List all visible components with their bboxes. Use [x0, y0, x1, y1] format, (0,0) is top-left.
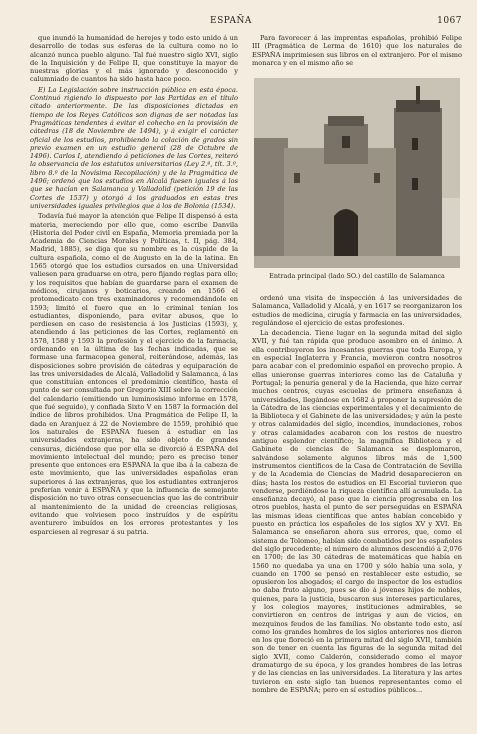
- document-page: [30, 14, 462, 720]
- castle-illustration: [254, 78, 460, 268]
- right-column: [252, 294, 462, 696]
- paragraph: E) La Legislación sobre instrucción pública en esta época. Continuó rigiendo lo dispuesto por las Partidas en el título citado anteriormente. De las disposiciones dictadas en tiempo de los Reyes Católicos son dignas de ser notadas las Pragmáticas tendentes á evitar el cohecho en la provisión de cátedras (18 de Noviembre de 1494), y á exigir el carácter oficial de los estudios, prohibiendo la colación de grados sin previo examen en un estudio general (28 de Octubre de 1496). Carlos I, atendiendo á peticiones de las Cortes, reiteró la observancia de los estatutos universitarios (Ley 2.ª, tít. 3.º, libro 8.º de la Novísima Recopilación) y de la Pragmática de 1496; ordenó que los estudios en Alcalá fuesen iguales á los que se hacían en Salamanca y Valladolid (petición 19 de las Cortes de 1537) y otorgó á los graduados en estas tres universidades iguales privilegios que á los de Bolonia (1534).: [30, 85, 238, 210]
- left-column: [30, 34, 238, 538]
- paragraph: ordenó una visita de inspección á las universidades de Salamanca, Valladolid y Alcalá, y en 1617 se reorganizaron los estudios de medicina, cirugía y farmacia en las universidades, regulándose el ejercicio de estas profesiones.: [252, 294, 462, 327]
- figure-caption: Entrada principal (lado SO.) del castillo de Salamanca: [269, 272, 445, 280]
- paragraph: La decadencia. Tiene lugar en la segunda mitad del siglo XVII, y fué tan rápida que produce asombro en el ánimo. A ella contribuyeron los incesantes guerras que toda Europa, y en especial Inglaterra y Francia, movieron contra nosotros para acabar con el predominio español en provecho propio. A ellas unieronse guerras interiores como las de Cataluña y Portugal; la penuria general y de la Hacienda, que hizo cerrar muchos centros, cuyas escuelas de primera enseñanza á universidades, llegándose en 1682 á proponer la supresión de la Cátedra de las ciencias experimentales y el decaimiento de la Biblioteca y el Gabinete de las universidades; y aún la peste y otras calamidades del siglo, incendios, inundaciones, robos y otras calamidades acabaron con los restos de nuestro antiguo esplendor científico; la magnífica Biblioteca y el Gabinete de ciencias de Salamanca se desplomaron, salvándose solamente algunos libros más de 1,500 instrumentos científicos de la Casa de Contratación de Sevilla y de la Academia de Ciencias de Madrid desaparecieron en días; hasta los restos de estudios en El Escorial tuvieron que venderse, perdiéndose la riqueza científica allí acumulada. La enseñanza decayó, al paso que la ciencia progresaba en los otros pueblos, hasta el punto de ser perseguidas en ESPAÑA las mismas ideas científicas que antes habían concebido y puesto en práctica los españoles de los siglos XV y XVI. En Salamanca se enseñaron ahora sus errores, que, como el sistema de Tolomeo, habían sido combatidos por los españoles del siglo precedente; el número de alumnos descendió á 2,076 en 1700; de las 30 cátedras de matemáticas que había en 1560 no quedaba ya una en 1700 y sólo había una sola, y cuando en 1700 se pensó en restablecer este estudio, se opusieron los abogados; el cargo de inspector de los estudios no daba fruto alguno, pues se dio á jóvenes hijos de nobles, quienes, para la justicia, buscaron sus intereses particulares, y los colegios mayores, instituciones admirables, se convirtieron en centros de intrigas y aun de vicios, en mezquinos feudos de las familias. No obstante todo esto, así como los grandes hombres de los siglos anteriores nos dieron en los que floreció en la primera mitad del siglo XVII, también son de tener en cuenta las figuras de la segunda mitad del siglo XVII, como Calderón, considerado como el mayor dramaturgo de su época, y los grandes hombres de las letras y de las ciencias en las universidades. La literatura y las artes tuvieron en este siglo tan buenos representantes como el nombre de ESPAÑA; pero en sí estudios públicos...: [252, 329, 462, 694]
- paragraph: Para favorecer á las imprentas españolas, prohibió Felipe III (Pragmática de Lerma de 1610) que los naturales de ESPAÑA imprimiesen sus libros en el extranjero. Por el mismo monarca y en el mismo año se: [252, 34, 462, 67]
- page-number: 1067: [437, 16, 462, 26]
- page-header: [30, 14, 462, 28]
- paragraph: que inundó la humanidad de herejes y todo esto unido á un desarrollo de todas sus esferas de la cultura como no lo alcanzó nunca pueblo alguno. Tal fué nuestro siglo XVI, siglo de la Inquisición y de Felipe II, que constituye la mayor de nuestras glorias y el más ignorado y desconocido y calumniado de cuantos ha sido hasta hace poco.: [30, 34, 238, 84]
- right-top-column: [252, 34, 462, 69]
- paragraph: Todavía fué mayor la atención que Felipe II dispensó á esta materia, mereciendo por ello que, como escribe Danvila (Historia del Poder civil en España, Memoria premiada por la Academia de Ciencias Morales y Políticas, t. II, pág. 384, Madrid, 1885), se diga que su nombre es la cúspide de la cultura española, como el de Augusto en la de la latina. En 1565 otorgó que los estudios cursados en una Universidad valiesen para graduarse en otra, pero fijando reglas para ello; y los requisitos que habían de guardarse para el examen de médicos, cirujanos y boticarios, creando en 1566 el protomedicato con tres examinadores y recomendándole en 1593; limitó el fuero que en lo criminal tenían los estudiantes, disponiendo, para evitar abusos, que lo perdiesen en caso de resistencia á los Justicias (1593), y, atendiendo á las peticiones de las Cortes, reglamentó en 1578, 1588 y 1593 la profesión y el ejercicio de la farmacia, ordenando en la última de las fechas indicadas, que se formase una farmacopea general, reiterándose, además, las disposiciones sobre provisión de cátedras y equiparación de las tres universidades de Alcalá, Valladolid y Salamanca, á las que constituían entonces el predominio científico, hasta el punto de ser consultada por Gregorio XIII sobre la corrección del calendario (emitiendo un luminosísimo informe en 1578, que fué seguido), y confiada Sixto V en 1587 la formación del índice de libros prohibidos. Una Pragmática de Felipe II, la dada en Aranjuez á 22 de Noviembre de 1559, prohibió que los naturales de ESPAÑA fuesen á estudiar en las universidades extranjeras, ha sido objeto de grandes censuras, diciéndose que por ella se divorció á ESPAÑA del movimiento intelectual del mundo; pero es preciso tener presente que entonces era ESPAÑA la que iba á la cabeza de este movimiento, que las universidades españolas eran superiores á las extranjeras, que los estudiantes extranjeros preferían venir á ESPAÑA y que la influencia de semejante disposición no tuvo otras consecuencias que las de contribuir al mantenimiento de la unidad de creencias religiosas, evitando que volviesen poco instruídos y de espíritu aventurero imbuídos en los errores protestantes y los esparciesen al regresar á su patria.: [30, 212, 238, 536]
- running-title: ESPAÑA: [210, 16, 252, 26]
